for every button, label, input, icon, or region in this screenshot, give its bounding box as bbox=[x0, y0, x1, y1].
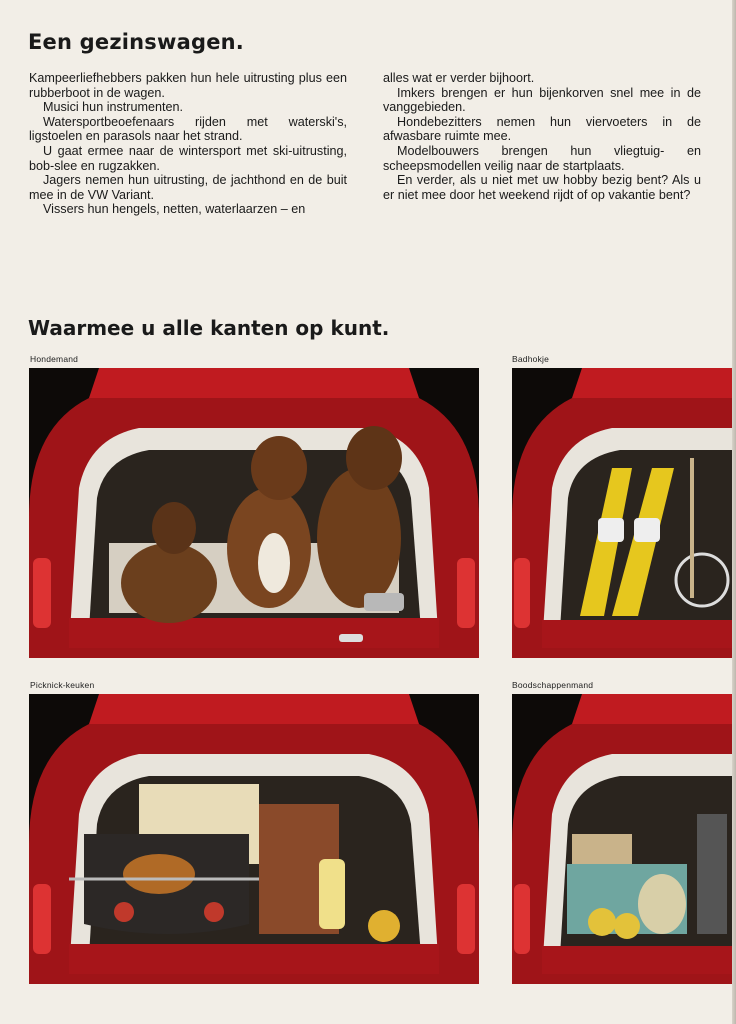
paragraph: Jagers nemen hun uitrusting, de jachthond en de buit mee in de VW Variant. bbox=[29, 173, 347, 202]
groceries-in-trunk-icon bbox=[512, 694, 732, 984]
paragraph: Modelbouwers brengen hun vliegtuig- en scheepsmodellen veilig naar de startplaats. bbox=[383, 143, 701, 173]
paragraph: Kampeerliefhebbers pakken hun hele uitrusting plus een rubberboot in de wagen. bbox=[29, 71, 347, 100]
photo-caption-picknick-keuken: Picknick-keuken bbox=[30, 680, 95, 690]
paragraph: Imkers brengen er hun bijenkorven snel mee in de vanggebieden. bbox=[383, 85, 701, 115]
photo-caption-badhokje: Badhokje bbox=[512, 354, 550, 364]
paragraph: En verder, als u niet met uw hobby bezig bent? Als u er niet mee door het weekend rijdt of op vakantie bent? bbox=[383, 173, 701, 202]
paragraph: alles wat er verder bijhoort. bbox=[383, 71, 535, 85]
photo-caption-hondemand: Hondemand bbox=[30, 354, 79, 364]
paragraph: Hondebezitters nemen hun viervoeters in de afwasbare ruimte mee. bbox=[383, 114, 701, 144]
page-title: Een gezinswagen. bbox=[28, 30, 244, 54]
photo-caption-boodschappenmand: Boodschappenmand bbox=[512, 680, 594, 690]
dogs-in-trunk-icon bbox=[29, 368, 479, 658]
paragraph: Vissers hun hengels, netten, waterlaarzen – en bbox=[43, 202, 306, 217]
grill-in-trunk-icon bbox=[29, 694, 479, 984]
paragraph: U gaat ermee naar de wintersport met ski-uitrusting, bob-slee en rugzakken. bbox=[29, 143, 347, 173]
paragraph: Musici hun instrumenten. bbox=[43, 100, 183, 115]
photo-badhokje bbox=[512, 368, 732, 658]
photo-picknick-keuken bbox=[29, 694, 479, 984]
photo-boodschappenmand bbox=[512, 694, 732, 984]
intro-column-left bbox=[29, 71, 347, 217]
waterskis-in-trunk-icon bbox=[512, 368, 732, 658]
intro-column-right bbox=[383, 71, 701, 202]
section-heading: Waarmee u alle kanten op kunt. bbox=[28, 316, 390, 340]
photo-hondemand bbox=[29, 368, 479, 658]
paragraph: Watersportbeoefenaars rijden met waterski's, ligstoelen en parasols naar het strand. bbox=[29, 114, 347, 144]
page-gutter bbox=[732, 0, 736, 1024]
